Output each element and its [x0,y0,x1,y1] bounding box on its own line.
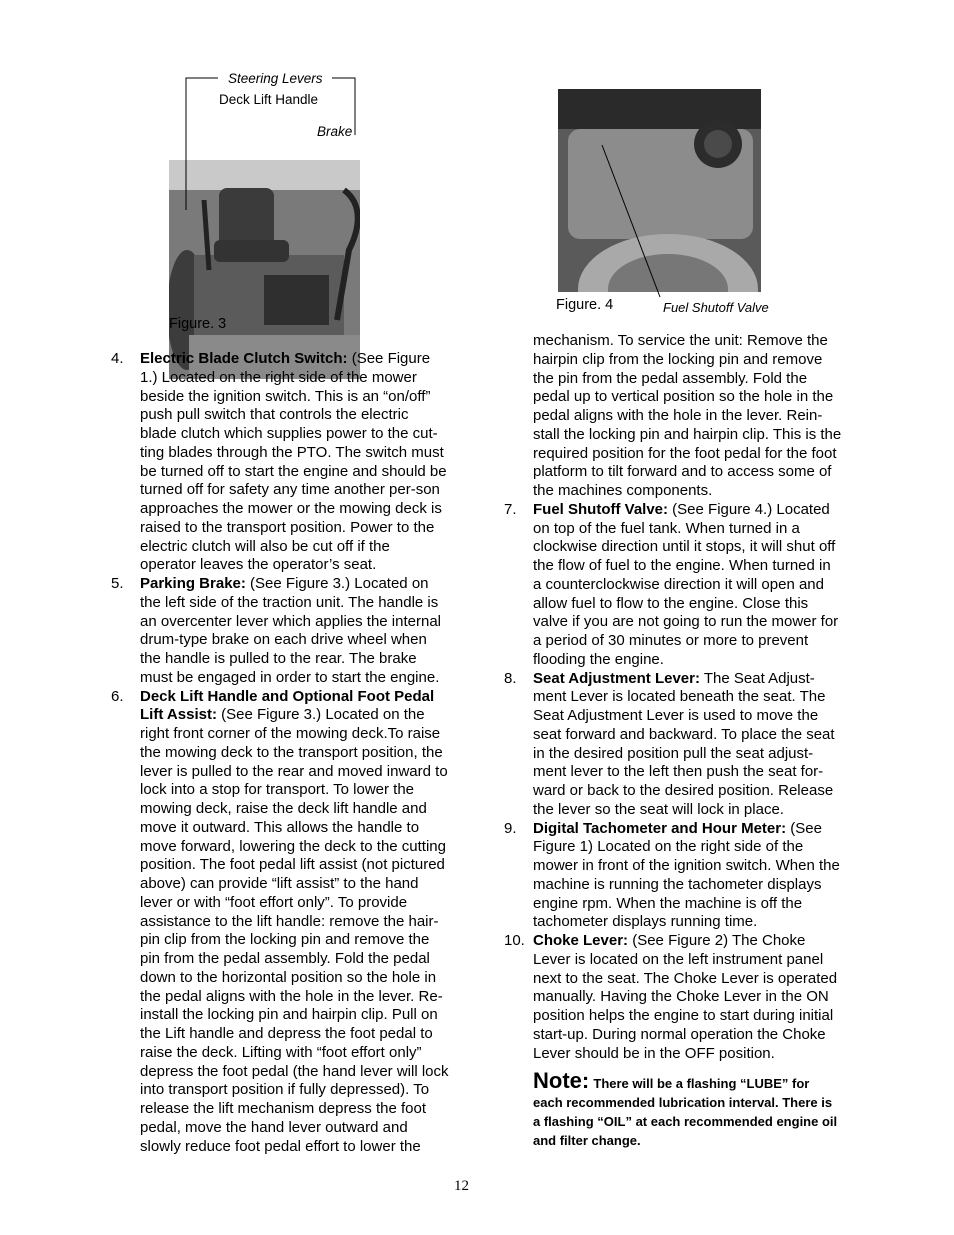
item-title: Parking Brake: [140,575,246,592]
figure-4 [550,85,800,325]
item-number: 10. [504,932,525,949]
item-text: (See Figure 3.) Located on the right front corner of the mowing deck.To raise the mowing deck to the transport position, the lever is pulled to the rear and moved inward to lock into a stop for transport. To lower the mowing deck, raise the deck lift handle and move it outward. This allows the handle to move forward, lowering the deck to the cutting position. The foot pedal lift assist (not pictured above) can provide “lift assist” to the hand lever or with “foot effort only”. To provide assistance to the lift handle: remove the hair-pin clip from the locking pin and remove the pin from the pedal assembly. Fold the pedal down to the horizontal position so the hole in the pedal aligns with the hole in the lever. Re-install the locking pin and hairpin clip. Pull on the Lift handle and depress the foot pedal to raise the deck. Lifting with “foot effort only” depress the foot pedal (the hand lever will lock into transport position if fully depressed). To release the lift mechanism depress the foot pedal, move the hand lever outward and slowly reduce foot pedal effort to lower the [140,706,449,1155]
item-number: 6. [111,687,124,705]
item-number: 7. [504,500,517,518]
callout-deck-lift-handle: Deck Lift Handle [219,92,319,107]
list-item-4 [111,350,449,575]
item-number: 9. [504,819,517,837]
item-number: 4. [111,350,124,367]
page-number: 12 [454,1178,469,1194]
figure-3 [160,70,390,335]
item-text: (See Figure 4.) Located on top of the fuel tank. When turned in a clockwise direction until it stops, it will shut off the flow of fuel to the engine. When turned in a counterclockwise direction it will open and allow fuel to flow to the engine. Close this valve if you are not going to run the mower for a period of 30 minutes or more to prevent flooding the engine. [533,500,839,668]
item-title: Seat Adjustment Lever: [533,669,700,687]
list-item-5 [111,575,449,688]
list-item-9 [504,820,842,933]
callout-fuel-shutoff-valve: Fuel Shutoff Valve [663,300,769,315]
item-title: Electric Blade Clutch Switch: [140,350,348,367]
left-column [111,350,449,1156]
item-text: (See Figure 1) Located on the right side of the mower in front of the ignition switch. When the machine is running the tachometer displays engine rpm. When the machine is off the tachometer displays running time. [533,819,840,931]
list-item-10 [504,932,842,1063]
figure-4-callout-line [550,85,800,325]
item-text: The Seat Adjust-ment Lever is located beneath the seat. The Seat Adjustment Lever is used to move the seat forward and backward. To place the seat in the desired position pull the seat adjust-ment lever to the left then push the seat for-ward or back to the desired position. Release the lever so the seat will lock in place. [533,669,835,818]
note-label: Note: [533,1068,590,1094]
item-text: (See Figure 2) The Choke Lever is located on the left instrument panel next to the seat. The Choke Lever is operated manually. Having the Choke Lever in the ON position helps the engine to start during initial start-up. During normal operation the Choke Lever should be in the OFF position. [533,932,838,1062]
item-title: Fuel Shutoff Valve: [533,500,669,518]
note-block [504,1068,842,1150]
figure-3-caption: Figure. 3 [169,316,227,332]
right-column [504,332,842,1150]
item-6-continuation: mechanism. To service the unit: Remove the hairpin clip from the locking pin and remove the pin from the pedal assembly. Fold the pedal up to vertical position so the hole in the pedal aligns with the hole in the lever. Rein-stall the locking pin and hairpin clip. This is the required position for the foot pedal for the foot platform to tilt forward and to access some of the machines components. [533,332,842,499]
list-item-7 [504,501,842,670]
list-item-6 [111,688,449,1157]
figure-4-caption: Figure. 4 [556,297,614,313]
item-title: Digital Tachometer and Hour Meter: [533,819,787,837]
item-text: (See Figure 1.) Located on the right side of the mower beside the ignition switch. This is an “on/off” push pull switch that controls the electric blade clutch which supplies power to the cut-ting blades through the PTO. The switch must be turned off to start the engine and should be turned off for safety any time another per-son approaches the mower or the mowing deck is raised to the transport position. Power to the electric clutch will also be cut off if the operator leaves the operator’s seat. [140,350,447,574]
item-number: 8. [504,669,517,687]
note-text: There will be a flashing “LUBE” for each recommended lubrication interval. There is a flashing “OIL” at each recommended engine oil and filter change. [533,1076,838,1148]
callout-steering-levers: Steering Levers [228,71,323,86]
item-number: 5. [111,575,124,592]
item-title: Deck Lift Handle and Optional Foot Pedal Lift Assist: [140,687,435,724]
callout-brake: Brake [317,124,353,139]
item-text: (See Figure 3.) Located on the left side of the traction unit. The handle is an overcenter lever which applies the internal drum-type brake on each drive wheel when the handle is pulled to the rear. The brake must be engaged in order to start the engine. [140,575,442,686]
list-item-8 [504,670,842,820]
item-title: Choke Lever: [533,932,629,949]
